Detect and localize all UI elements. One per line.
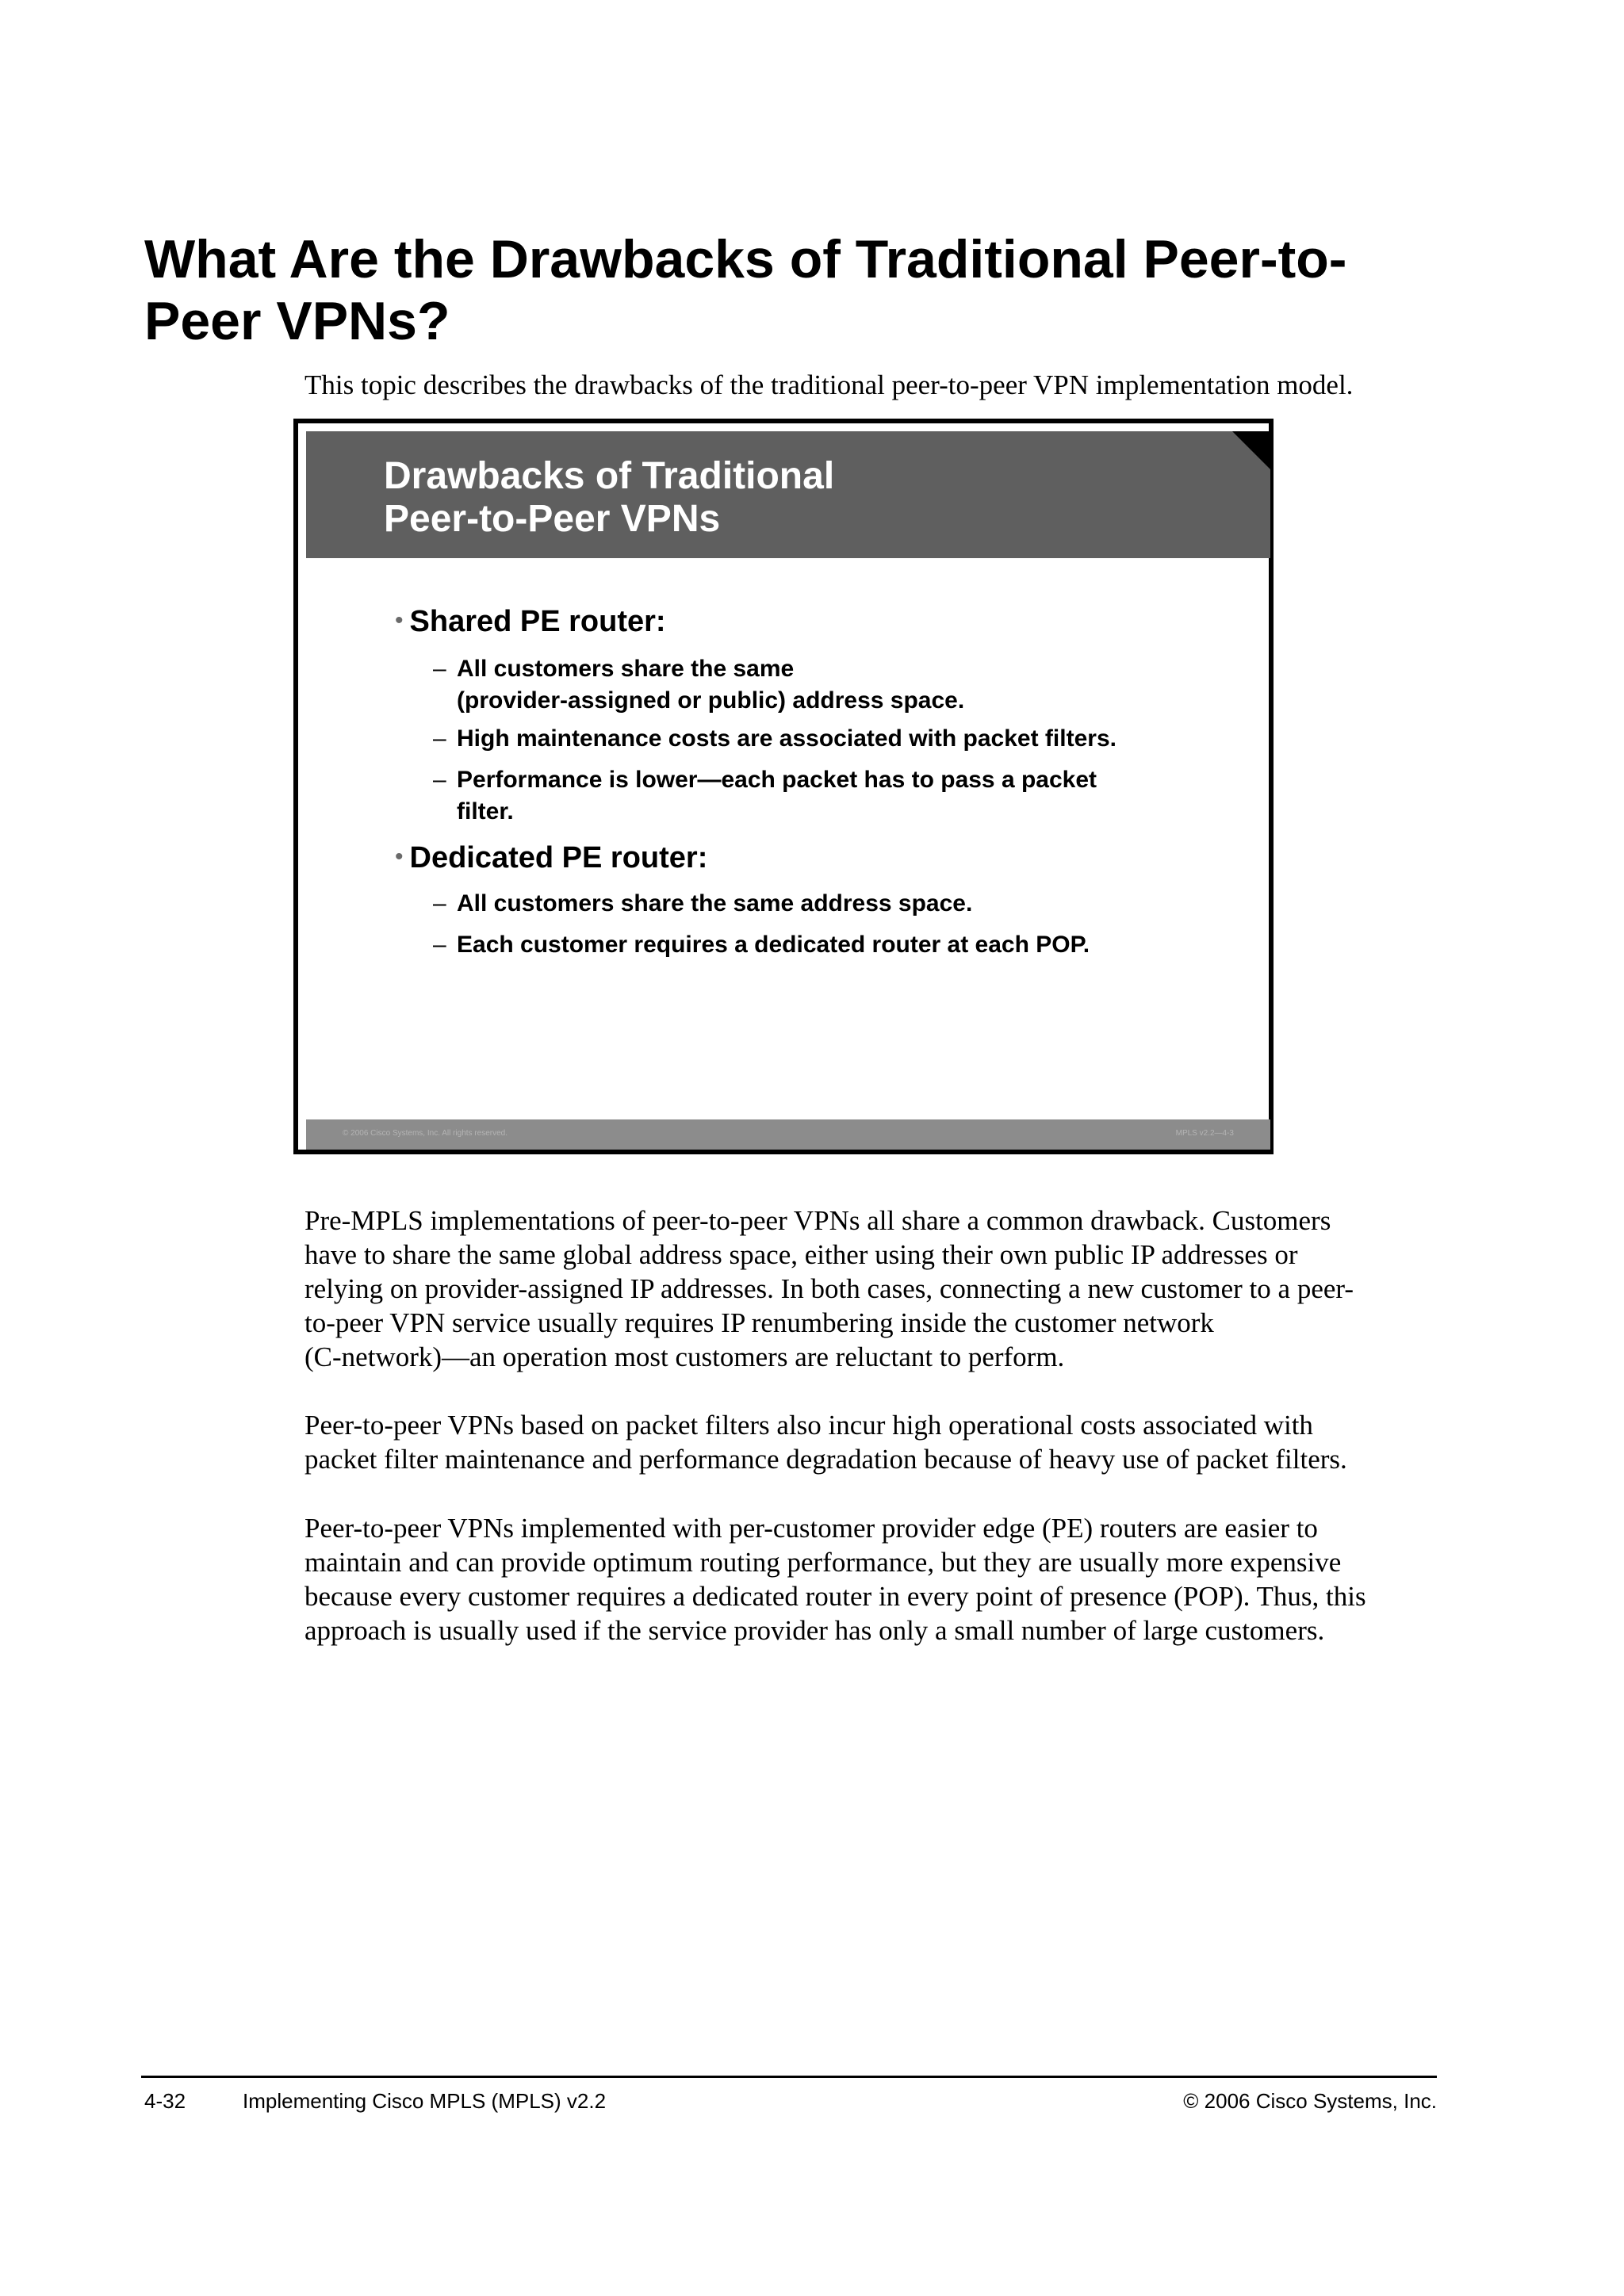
- bullet-label: Shared PE router:: [409, 605, 666, 638]
- footer-page-number: 4-32: [144, 2089, 186, 2113]
- paragraph-line: to-peer VPN service usually requires IP renumbering inside the customer network: [304, 1307, 1214, 1338]
- paragraph-line: Pre-MPLS implementations of peer-to-peer VPNs all share a common drawback. Customers: [304, 1205, 1331, 1236]
- intro-text: This topic describes the drawbacks of the traditional peer-to-peer VPN implementation model.: [304, 369, 1354, 400]
- paragraph-line: because every customer requires a dedicated router in every point of presence (POP). Thus, this: [304, 1581, 1366, 1612]
- footer-copyright: © 2006 Cisco Systems, Inc.: [1183, 2089, 1437, 2113]
- page-heading: [144, 228, 1429, 352]
- paragraph-line: Peer-to-peer VPNs implemented with per-customer provider edge (PE) routers are easier to: [304, 1513, 1318, 1544]
- sub-bullet-line: Performance is lower—each packet has to pass a packet: [457, 767, 1097, 793]
- dash-icon: –: [433, 767, 446, 793]
- paragraph-line: approach is usually used if the service provider has only a small number of large customers.: [304, 1615, 1325, 1646]
- heading-line: What Are the Drawbacks of Traditional Peer-to-: [144, 229, 1347, 289]
- dash-icon: –: [433, 656, 446, 682]
- sub-bullet-line: filter.: [457, 798, 514, 825]
- slide-figure: [293, 419, 1274, 1154]
- slide-footer: [306, 1119, 1270, 1150]
- paragraph-line: (C-network)—an operation most customers are reluctant to perform.: [304, 1341, 1065, 1372]
- paragraph-line: Peer-to-peer VPNs based on packet filters also incur high operational costs associated with: [304, 1410, 1313, 1441]
- paragraph-line: have to share the same global address space, either using their own public IP addresses or: [304, 1239, 1298, 1270]
- slide-title-line: Drawbacks of Traditional: [384, 455, 835, 497]
- paragraph-line: packet filter maintenance and performance degradation because of heavy use of packet filters.: [304, 1444, 1347, 1475]
- sub-bullet: [433, 888, 1226, 920]
- sub-bullet-line: Each customer requires a dedicated router at each POP.: [457, 932, 1090, 958]
- slide-body: [298, 423, 1269, 1150]
- sub-bullet-line: (provider-assigned or public) address space.: [457, 687, 965, 714]
- bullet-dedicated-pe: [395, 840, 707, 878]
- bullet-dot-icon: •: [395, 607, 404, 633]
- footer-divider: [141, 2076, 1437, 2078]
- slide-footer-copyright: © 2006 Cisco Systems, Inc. All rights reserved.: [343, 1129, 508, 1138]
- body-paragraph: [304, 1511, 1462, 1647]
- sub-bullet: [433, 929, 1226, 961]
- bullet-dot-icon: •: [395, 844, 404, 870]
- bullet-shared-pe: [395, 604, 666, 641]
- heading-line: Peer VPNs?: [144, 291, 450, 351]
- paragraph-line: relying on provider-assigned IP addresses. In both cases, connecting a new customer to a peer-: [304, 1273, 1354, 1304]
- footer-book-title: Implementing Cisco MPLS (MPLS) v2.2: [243, 2089, 607, 2113]
- body-paragraph: [304, 1203, 1462, 1374]
- sub-bullet: [433, 764, 1226, 828]
- sub-bullet: [433, 723, 1226, 755]
- bullet-label: Dedicated PE router:: [409, 841, 708, 874]
- sub-bullet-line: All customers share the same: [457, 656, 795, 682]
- paragraph-line: maintain and can provide optimum routing performance, but they are usually more expensive: [304, 1547, 1342, 1578]
- dash-icon: –: [433, 890, 446, 916]
- slide-title-line: Peer-to-Peer VPNs: [384, 498, 721, 540]
- dash-icon: –: [433, 725, 446, 752]
- dash-icon: –: [433, 932, 446, 958]
- body-paragraph: [304, 1408, 1462, 1476]
- slide-footer-code: MPLS v2.2—4-3: [1175, 1129, 1234, 1138]
- sub-bullet: [433, 653, 1226, 717]
- sub-bullet-line: All customers share the same address space.: [457, 890, 973, 916]
- sub-bullet-line: High maintenance costs are associated with packet filters.: [457, 725, 1116, 752]
